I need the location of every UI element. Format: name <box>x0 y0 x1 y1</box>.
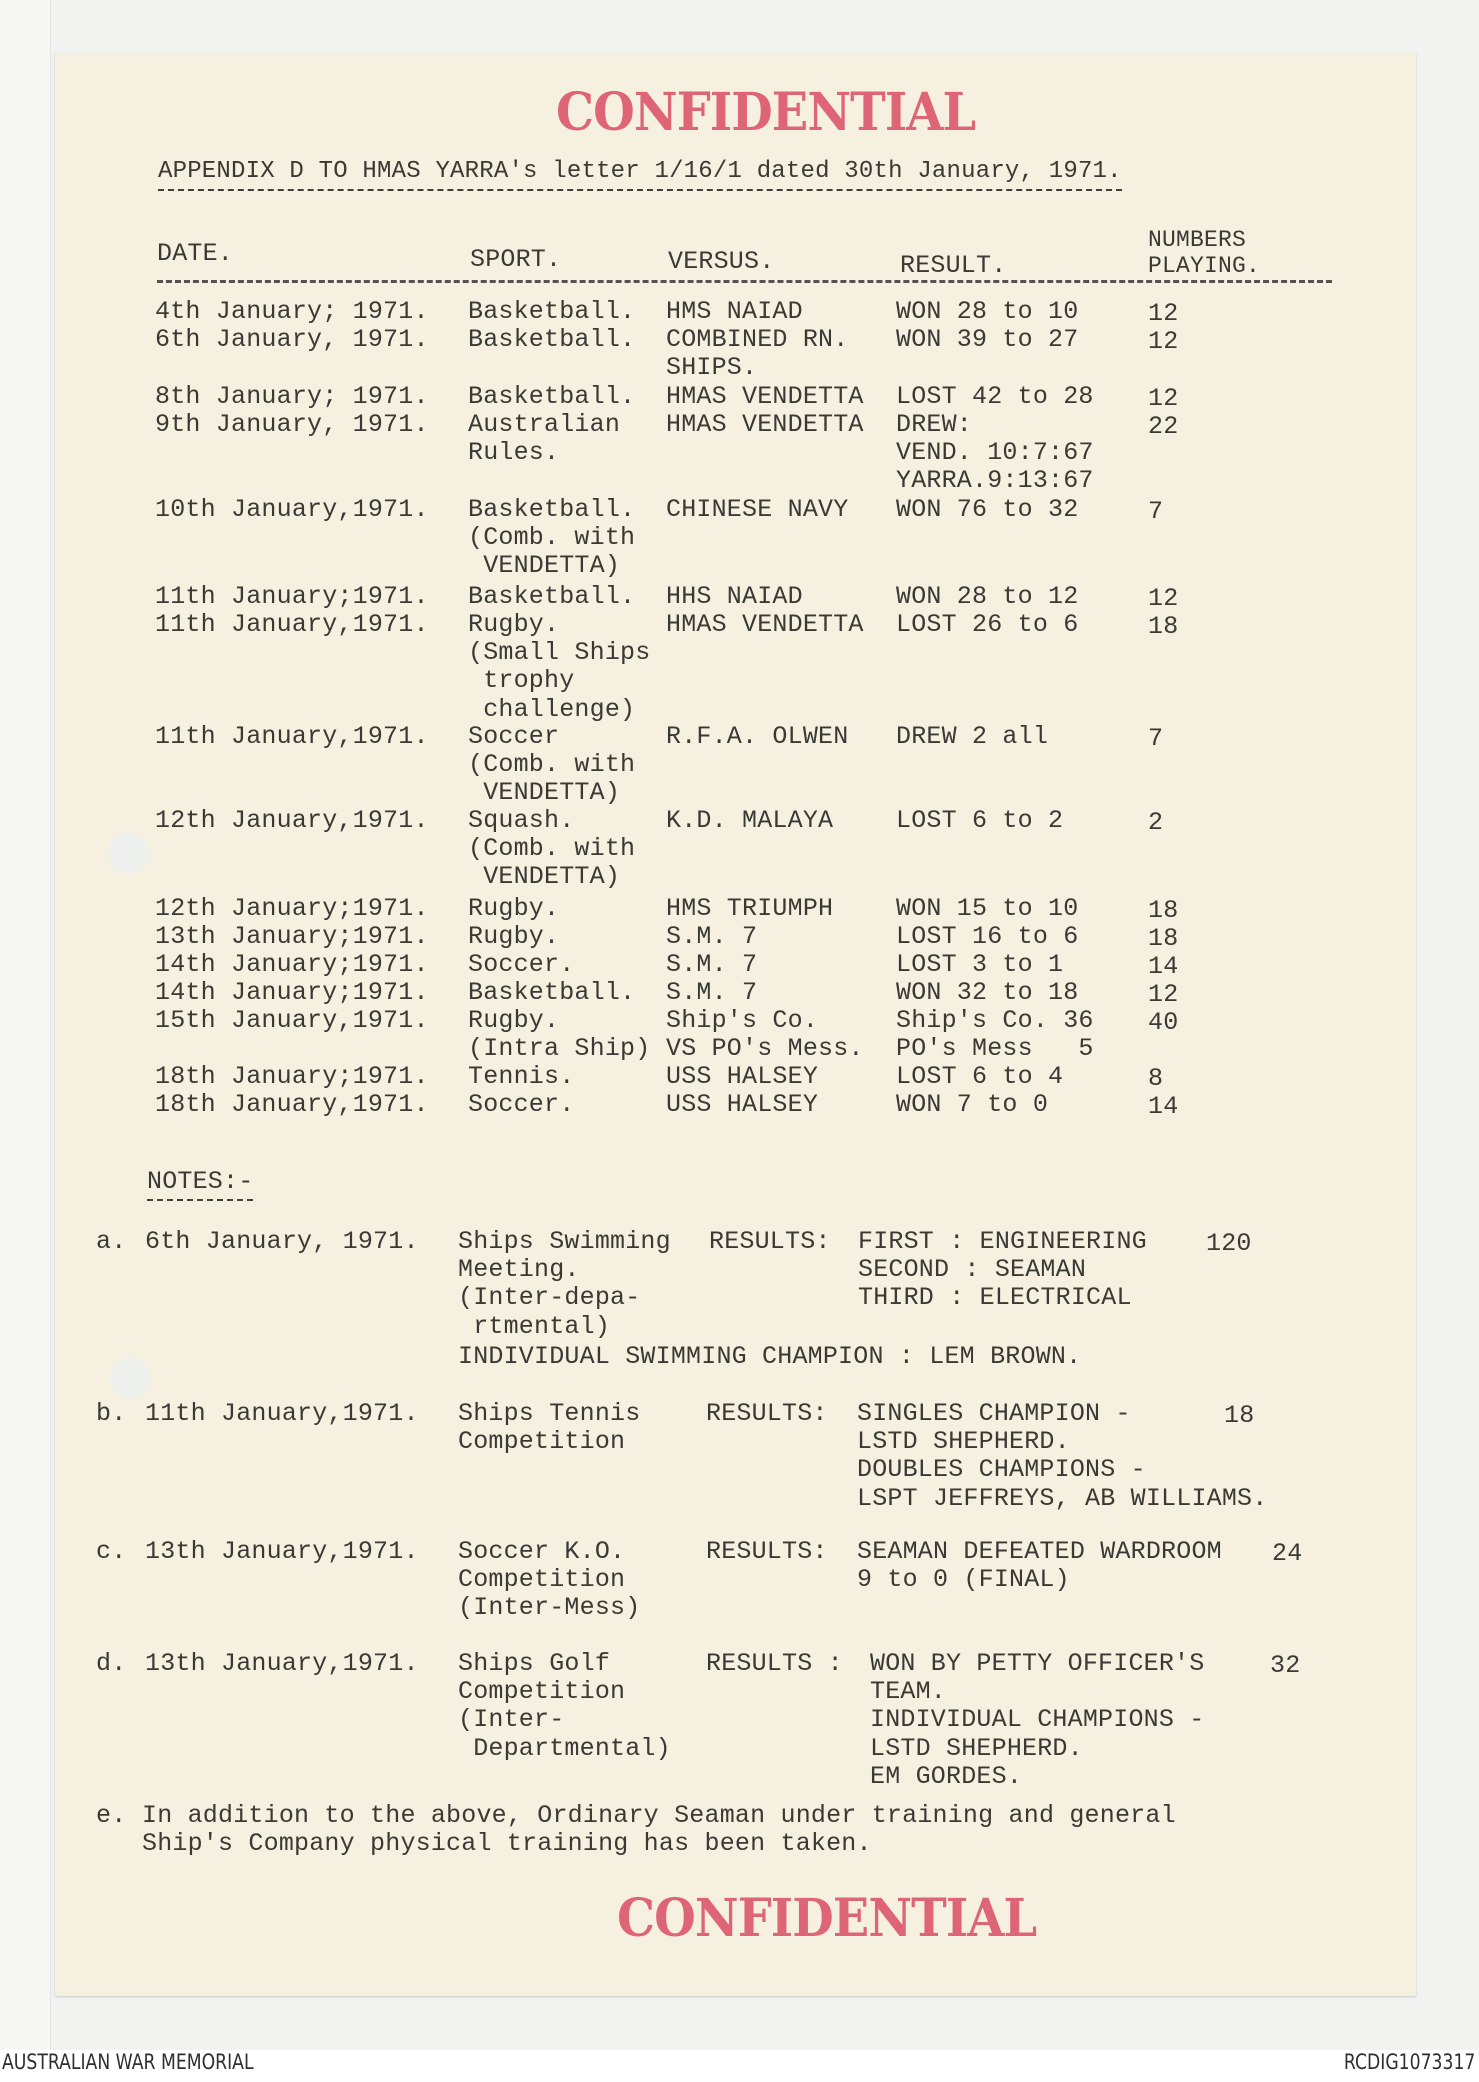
row-result: VEND. 10:7:67 <box>896 438 1094 468</box>
note-event: (Inter-depa- <box>458 1283 641 1313</box>
note-event: Competition <box>458 1427 626 1457</box>
note-result-line: TEAM. <box>870 1677 947 1707</box>
row-sport: Rugby. <box>468 610 560 639</box>
header-rule <box>157 280 1332 283</box>
row-result: WON 28 to 10 <box>896 297 1079 326</box>
appendix-heading: APPENDIX D TO HMAS YARRA's letter 1/16/1 dated 30th January, 1971. <box>158 158 1122 191</box>
note-numbers: 18 <box>1224 1401 1255 1430</box>
row-result: WON 15 to 10 <box>896 894 1079 923</box>
row-date: 13th January;1971. <box>155 922 429 951</box>
row-versus: HHS NAIAD <box>666 582 803 611</box>
row-numbers: 14 <box>1148 1092 1179 1121</box>
header-date: DATE. <box>157 239 234 268</box>
note-result-line: THIRD : ELECTRICAL <box>858 1283 1132 1313</box>
header-sport: SPORT. <box>470 245 562 274</box>
row-versus: HMS NAIAD <box>666 297 803 326</box>
header-result: RESULT. <box>900 251 1007 280</box>
note-result-line: SINGLES CHAMPION - <box>857 1399 1131 1428</box>
header-versus: VERSUS. <box>668 247 775 276</box>
row-result: WON 76 to 32 <box>896 495 1079 524</box>
row-numbers: 7 <box>1148 497 1164 526</box>
row-sport: Basketball. <box>468 582 636 611</box>
row-numbers: 8 <box>1148 1064 1164 1093</box>
row-sport: Soccer. <box>468 950 575 979</box>
row-result: LOST 26 to 6 <box>896 610 1079 639</box>
row-result: YARRA.9:13:67 <box>896 466 1094 496</box>
note-event: Ships Swimming <box>458 1227 671 1256</box>
row-versus: Ship's Co. <box>666 1006 819 1035</box>
row-sport: Rugby. <box>468 1006 560 1035</box>
note-date: 13th January,1971. <box>145 1649 419 1678</box>
note-event: Soccer K.O. <box>458 1537 626 1566</box>
note-result-line: EM GORDES. <box>870 1761 1023 1791</box>
note-result-line: LSTD SHEPHERD. <box>857 1427 1070 1457</box>
row-versus: CHINESE NAVY <box>666 495 849 524</box>
row-numbers: 14 <box>1148 952 1179 981</box>
row-sport: VENDETTA) <box>468 778 621 808</box>
row-date: 6th January, 1971. <box>155 325 429 354</box>
scan-edge-strip <box>0 0 51 2050</box>
row-versus: R.F.A. OLWEN <box>666 722 849 751</box>
row-sport: Basketball. <box>468 382 636 411</box>
row-sport: VENDETTA) <box>468 862 621 892</box>
row-numbers: 18 <box>1148 924 1179 953</box>
row-date: 12th January;1971. <box>155 894 429 923</box>
row-sport: (Small Ships <box>468 638 651 668</box>
note-results-label: RESULTS: <box>709 1227 831 1256</box>
row-date: 12th January,1971. <box>155 806 429 835</box>
note-event: Departmental) <box>458 1733 671 1763</box>
row-date: 14th January;1971. <box>155 950 429 979</box>
header-numbers-line1: NUMBERS <box>1148 227 1247 253</box>
row-numbers: 18 <box>1148 896 1179 925</box>
row-result: WON 7 to 0 <box>896 1090 1049 1119</box>
row-sport: Basketball. <box>468 297 636 326</box>
row-sport: Basketball. <box>468 978 636 1007</box>
note-results-label: RESULTS : <box>706 1649 843 1678</box>
row-result: DREW: <box>896 410 973 439</box>
row-sport: Soccer. <box>468 1090 575 1119</box>
note-event: (Inter- <box>458 1705 565 1735</box>
row-versus: HMS TRIUMPH <box>666 894 834 923</box>
row-numbers: 7 <box>1148 724 1164 753</box>
row-versus: S.M. 7 <box>666 950 758 979</box>
row-date: 15th January,1971. <box>155 1006 429 1035</box>
note-event: Competition <box>458 1565 626 1595</box>
row-result: LOST 3 to 1 <box>896 950 1064 979</box>
row-numbers: 22 <box>1148 412 1179 441</box>
closing-line: In addition to the above, Ordinary Seaman under training and general <box>142 1801 1176 1830</box>
row-numbers: 40 <box>1148 1008 1179 1037</box>
note-result-line: SEAMAN DEFEATED WARDROOM <box>857 1537 1222 1566</box>
row-result: WON 32 to 18 <box>896 978 1079 1007</box>
row-result: LOST 6 to 4 <box>896 1062 1064 1091</box>
note-letter: d. <box>96 1649 127 1678</box>
row-numbers: 18 <box>1148 612 1179 641</box>
row-sport: Basketball. <box>468 325 636 354</box>
note-result-line: FIRST : ENGINEERING <box>858 1227 1147 1256</box>
row-versus: S.M. 7 <box>666 978 758 1007</box>
row-result: LOST 6 to 2 <box>896 806 1064 835</box>
row-sport: (Intra Ship) <box>468 1034 651 1064</box>
notes-title: NOTES:- <box>147 1168 253 1201</box>
note-numbers: 120 <box>1206 1229 1252 1258</box>
row-sport: Tennis. <box>468 1062 575 1091</box>
row-numbers: 2 <box>1148 808 1164 837</box>
note-result-line: SECOND : SEAMAN <box>858 1255 1087 1285</box>
note-result-line: WON BY PETTY OFFICER'S <box>870 1649 1205 1678</box>
row-versus: K.D. MALAYA <box>666 806 834 835</box>
row-sport: Australian <box>468 410 621 439</box>
confidential-stamp-bottom: CONFIDENTIAL <box>617 1888 1037 1949</box>
note-event: Ships Golf <box>458 1649 611 1678</box>
row-result: WON 28 to 12 <box>896 582 1079 611</box>
note-results-label: RESULTS: <box>706 1537 828 1566</box>
row-sport: trophy <box>468 666 575 696</box>
note-letter: c. <box>96 1537 127 1566</box>
row-sport: Rugby. <box>468 894 560 923</box>
row-versus: HMAS VENDETTA <box>666 610 864 639</box>
row-versus: USS HALSEY <box>666 1090 819 1119</box>
closing-line: Ship's Company physical training has been taken. <box>142 1829 872 1859</box>
row-date: 18th January,1971. <box>155 1090 429 1119</box>
row-sport: (Comb. with <box>468 834 636 864</box>
note-result-line: 9 to 0 (FINAL) <box>857 1565 1070 1595</box>
header-numbers-line2: PLAYING. <box>1148 253 1261 279</box>
row-numbers: 12 <box>1148 327 1179 356</box>
row-date: 11th January,1971. <box>155 610 429 639</box>
row-date: 10th January,1971. <box>155 495 429 524</box>
row-sport: Soccer <box>468 722 560 751</box>
row-result: PO's Mess 5 <box>896 1034 1094 1064</box>
row-date: 9th January, 1971. <box>155 410 429 439</box>
row-versus: USS HALSEY <box>666 1062 819 1091</box>
row-sport: Basketball. <box>468 495 636 524</box>
closing-letter: e. <box>96 1801 127 1830</box>
row-sport: Rugby. <box>468 922 560 951</box>
row-numbers: 12 <box>1148 980 1179 1009</box>
row-result: LOST 42 to 28 <box>896 382 1094 411</box>
note-date: 13th January,1971. <box>145 1537 419 1566</box>
row-versus: COMBINED RN. <box>666 325 849 354</box>
note-letter: a. <box>96 1227 127 1256</box>
row-sport: Squash. <box>468 806 575 835</box>
row-numbers: 12 <box>1148 384 1179 413</box>
note-event: Meeting. <box>458 1255 580 1285</box>
note-event: Competition <box>458 1677 626 1707</box>
row-versus: HMAS VENDETTA <box>666 410 864 439</box>
row-result: Ship's Co. 36 <box>896 1006 1094 1035</box>
row-sport: Rules. <box>468 438 560 468</box>
note-event: Ships Tennis <box>458 1399 641 1428</box>
row-versus: HMAS VENDETTA <box>666 382 864 411</box>
row-date: 18th January;1971. <box>155 1062 429 1091</box>
row-date: 11th January,1971. <box>155 722 429 751</box>
note-results-label: RESULTS: <box>706 1399 828 1428</box>
row-versus: SHIPS. <box>666 353 758 383</box>
note-numbers: 32 <box>1270 1651 1301 1680</box>
note-date: 6th January, 1971. <box>145 1227 419 1256</box>
note-result-line: LSPT JEFFREYS, AB WILLIAMS. <box>857 1483 1268 1513</box>
note-letter: b. <box>96 1399 127 1428</box>
row-date: 11th January;1971. <box>155 582 429 611</box>
row-sport: challenge) <box>468 694 636 724</box>
note-event: (Inter-Mess) <box>458 1593 641 1623</box>
row-sport: (Comb. with <box>468 750 636 780</box>
row-date: 4th January; 1971. <box>155 297 429 326</box>
note-result-line: LSTD SHEPHERD. <box>870 1733 1083 1763</box>
row-date: 8th January; 1971. <box>155 382 429 411</box>
row-numbers: 12 <box>1148 299 1179 328</box>
row-versus: VS PO's Mess. <box>666 1034 864 1064</box>
confidential-stamp-top: CONFIDENTIAL <box>556 82 976 143</box>
row-date: 14th January;1971. <box>155 978 429 1007</box>
footer-institution: AUSTRALIAN WAR MEMORIAL <box>2 2050 254 2074</box>
note-extra: INDIVIDUAL SWIMMING CHAMPION : LEM BROWN. <box>458 1341 1082 1371</box>
row-versus: S.M. 7 <box>666 922 758 951</box>
row-result: DREW 2 all <box>896 722 1049 751</box>
note-date: 11th January,1971. <box>145 1399 419 1428</box>
note-numbers: 24 <box>1272 1539 1303 1568</box>
row-result: LOST 16 to 6 <box>896 922 1079 951</box>
note-event: rtmental) <box>458 1311 611 1341</box>
note-result-line: INDIVIDUAL CHAMPIONS - <box>870 1705 1205 1735</box>
row-sport: VENDETTA) <box>468 551 621 581</box>
punch-hole <box>108 832 148 874</box>
row-result: WON 39 to 27 <box>896 325 1079 354</box>
punch-hole <box>110 1357 150 1399</box>
note-result-line: DOUBLES CHAMPIONS - <box>857 1455 1146 1485</box>
row-numbers: 12 <box>1148 584 1179 613</box>
row-sport: (Comb. with <box>468 523 636 553</box>
footer-record-id: RCDIG1073317 <box>1343 2050 1475 2074</box>
